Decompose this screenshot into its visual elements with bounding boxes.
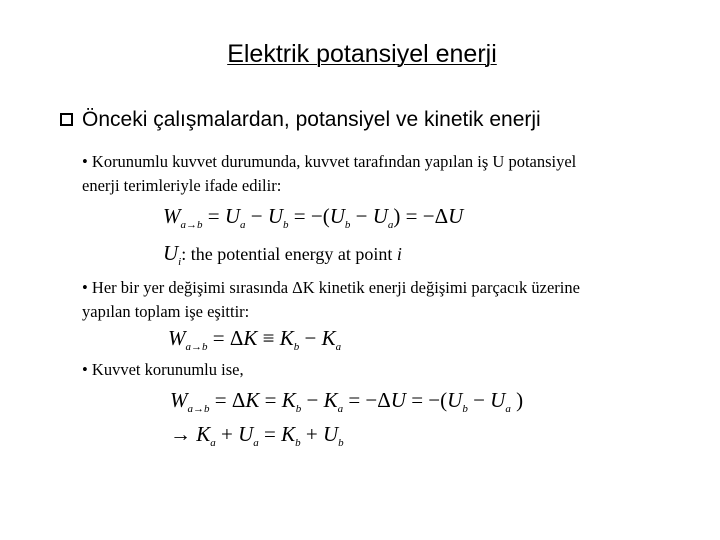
bullet-kinetic-energy-line1: • Her bir yer değişimi sırasında ΔK kinetik enerji değişimi parçacık üzerine — [82, 278, 580, 297]
equation-ui-note: : the potential energy at point — [181, 244, 393, 264]
section-heading-text: Önceki çalışmalardan, potansiyel ve kinetik enerji — [82, 108, 541, 131]
equation-work-combined: $W_{a\to b} = \Delta K = K_b - K_a = -\Delta U = -(U_b - U_a$ ) — [170, 388, 524, 415]
checkbox-bullet-icon — [60, 113, 73, 126]
equation-work-potential: $W_{a\to b} = U_a - U_b = -(U_b - U_a) = -\Delta U$ — [163, 204, 464, 231]
slide-title: Elektrik potansiyel enerji — [227, 40, 497, 68]
bullet-conservative-force — [82, 150, 576, 198]
bullet-conservative-force-line1: • Korunumlu kuvvet durumunda, kuvvet tarafından yapılan iş U potansiyel — [82, 152, 577, 171]
bullet-conservative-force-line2: enerji terimleriyle ifade edilir: — [82, 176, 282, 195]
equation-ui-definition: $U_i$: the potential energy at point i — [163, 241, 402, 268]
bullet-if-conservative — [82, 358, 244, 382]
bullet-kinetic-energy — [82, 276, 580, 324]
bullet-if-conservative-line1: • Kuvvet korunumlu ise, — [82, 360, 244, 379]
equation-work-kinetic: $W_{a\to b} = \Delta K \equiv K_b - K_a$ — [168, 326, 342, 353]
section-heading — [60, 108, 541, 132]
bullet-kinetic-energy-line2: yapılan toplam işe eşittir: — [82, 302, 250, 321]
equation-energy-conservation: → $K_a + U_a = K_b + U_b$ — [170, 422, 344, 449]
